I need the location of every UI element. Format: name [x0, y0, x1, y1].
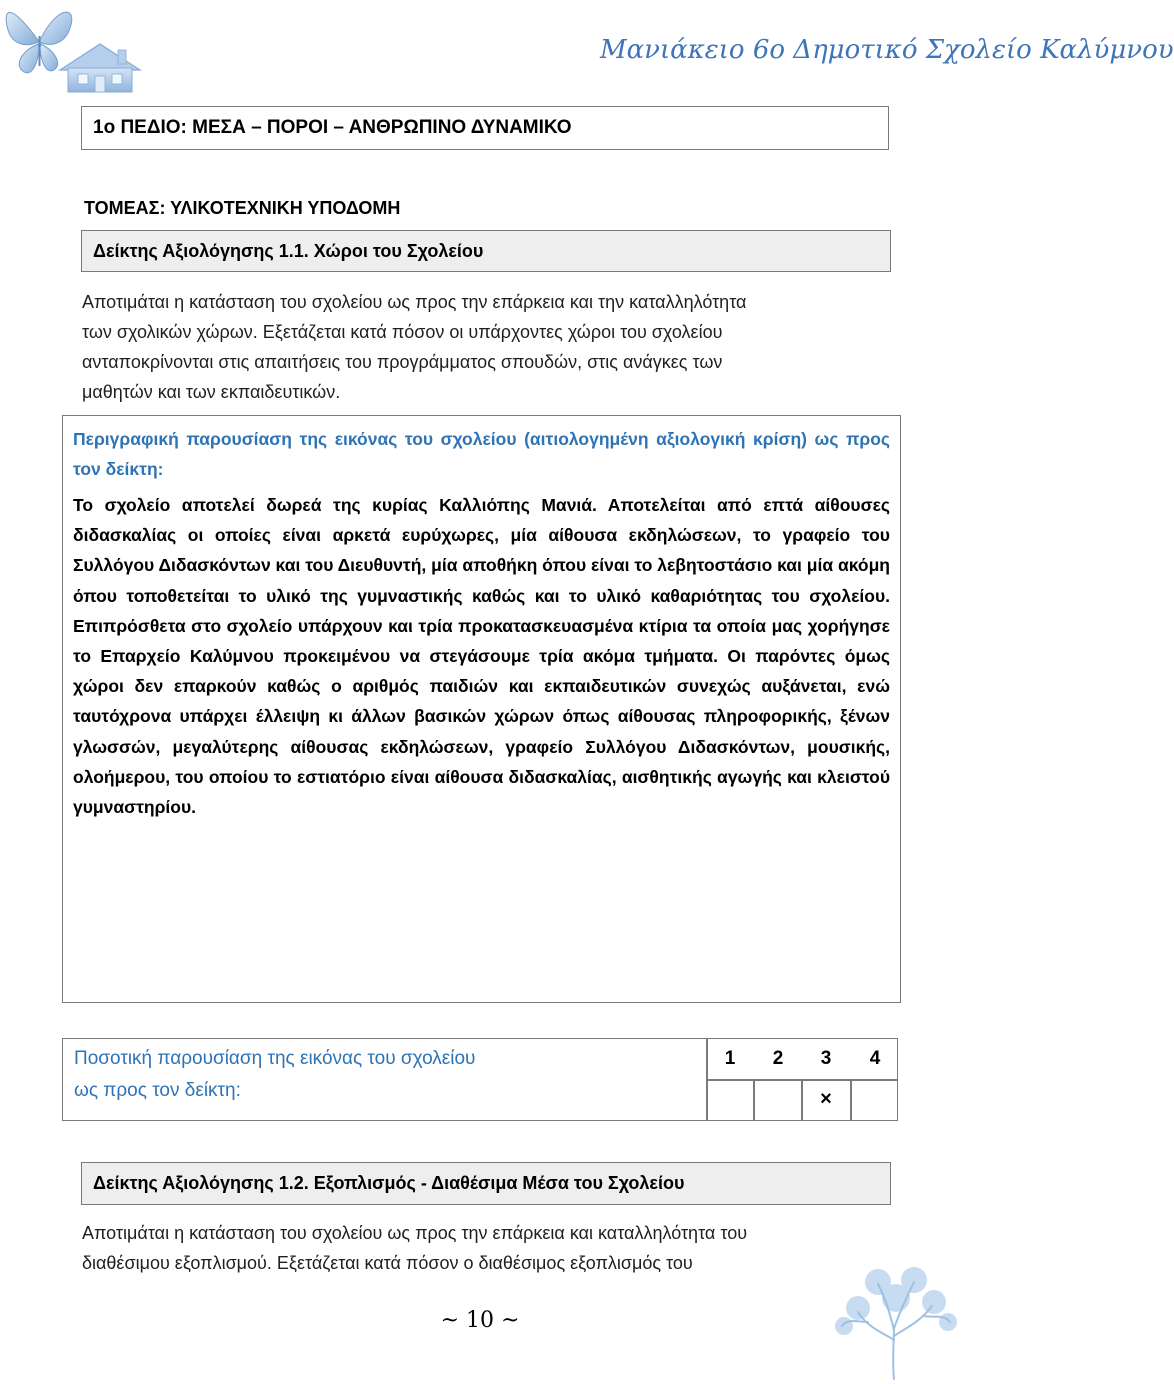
indicator-1-1-title: Δείκτης Αξιολόγησης 1.1. Χώροι του Σχολείου — [81, 230, 891, 272]
descriptive-assessment-box — [62, 415, 901, 1003]
school-logo — [0, 0, 170, 96]
field-title-box: 1ο ΠΕΔΙΟ: ΜΕΣΑ – ΠΟΡΟΙ – ΑΝΘΡΩΠΙΝΟ ΔΥΝΑΜΙΚΟ — [81, 106, 889, 150]
quantitative-label-line: Ποσοτική παρουσίαση της εικόνας του σχολείου — [74, 1048, 476, 1069]
sector-heading: ΤΟΜΕΑΣ: ΥΛΙΚΟΤΕΧΝΙΚΗ ΥΠΟΔΟΜΗ — [84, 198, 401, 218]
description-body: Το σχολείο αποτελεί δωρεά της κυρίας Καλλιόπης Μανιά. Αποτελείται από επτά αίθουσες διδασκαλίας οι οποίες είναι αρκετά ευρύχωρες, μία αίθουσα εκδηλώσεων, το γραφείο του Συλλόγου Διδασκόντων και του Διευθυντή, μία αποθήκη όπου είναι το λεβητοστάσιο και μία ακόμη όπου τοποθετείται το υλικό της γυμναστικής καθώς και το υλικό καθαριότητας του σχολείου. Επιπρόσθετα στο σχολείο υπάρχουν και τρία προκατασκευασμένα κτίρια τα οποία μας χορήγησε το Επαρχείο Καλύμνου προκειμένου να στεγάσουμε τρία ακόμα τμήματα. Οι παρόντες όμως χώροι δεν επαρκούν καθώς ο αριθμός παιδιών και εκπαιδευτικών συνεχώς αυξάνεται, ενώ ταυτόχρονα υπάρχει έλλειψη κι άλλων βασικών χώρων όπως αίθουσας πληροφορικής, ξένων γλωσσών, μεγαλύτερης αίθουσας εκδηλώσεων, γραφείο Συλλόγου Διδασκόντων, μουσικής, ολοήμερου, του οποίου το εστιατόριο είναι αίθουσα διδασκαλίας, αισθητικής αγωγής και κλειστού γυμναστηρίου. — [73, 495, 890, 818]
score-option-1: 1 — [724, 1048, 736, 1069]
intro-line: διαθέσιμου εξοπλισμού. Εξετάζεται κατά πόσον ο διαθέσιμος εξοπλισμός του — [82, 1253, 693, 1273]
selected-score-mark: × — [820, 1088, 832, 1110]
score-option-3: 3 — [820, 1048, 832, 1069]
school-title: Μανιάκειο 6ο Δημοτικό Σχολείο Καλύμνου — [600, 35, 1174, 65]
description-heading: Περιγραφική παρουσίαση της εικόνας του σχολείου (αιτιολογημένη αξιολογική κρίση) ως προς τον δείκτη: — [73, 429, 890, 479]
intro-line: Αποτιμάται η κατάσταση του σχολείου ως προς την επάρκεια και καταλληλότητα του — [82, 1223, 748, 1243]
quantitative-assessment-table — [62, 1038, 898, 1121]
table-column-divider — [850, 1080, 852, 1120]
intro-line: μαθητών και των εκπαιδευτικών. — [82, 382, 341, 402]
tree-decoration — [828, 1262, 960, 1379]
indicator-1-2-intro — [82, 1218, 894, 1278]
butterfly-house-logo-icon — [0, 0, 170, 96]
indicator-1-2-title: Δείκτης Αξιολόγησης 1.2. Εξοπλισμός - Διαθέσιμα Μέσα του Σχολείου — [81, 1162, 891, 1205]
quantitative-label-line: ως προς τον δείκτη: — [74, 1080, 241, 1101]
tree-icon — [828, 1262, 960, 1379]
intro-line: Αποτιμάται η κατάσταση του σχολείου ως προς την επάρκεια και την καταλληλότητα — [82, 292, 747, 312]
quantitative-label — [74, 1043, 594, 1107]
table-column-divider — [753, 1080, 755, 1120]
page-number: ~ 10 ~ — [440, 1308, 520, 1333]
indicator-1-1-intro — [82, 287, 894, 407]
intro-line: ανταποκρίνονται στις απαιτήσεις του προγράμματος σπουδών, στις ανάγκες των — [82, 352, 723, 372]
intro-line: των σχολικών χώρων. Εξετάζεται κατά πόσον οι υπάρχοντες χώροι του σχολείου — [82, 322, 723, 342]
score-option-2: 2 — [772, 1048, 784, 1069]
score-option-4: 4 — [869, 1048, 881, 1069]
